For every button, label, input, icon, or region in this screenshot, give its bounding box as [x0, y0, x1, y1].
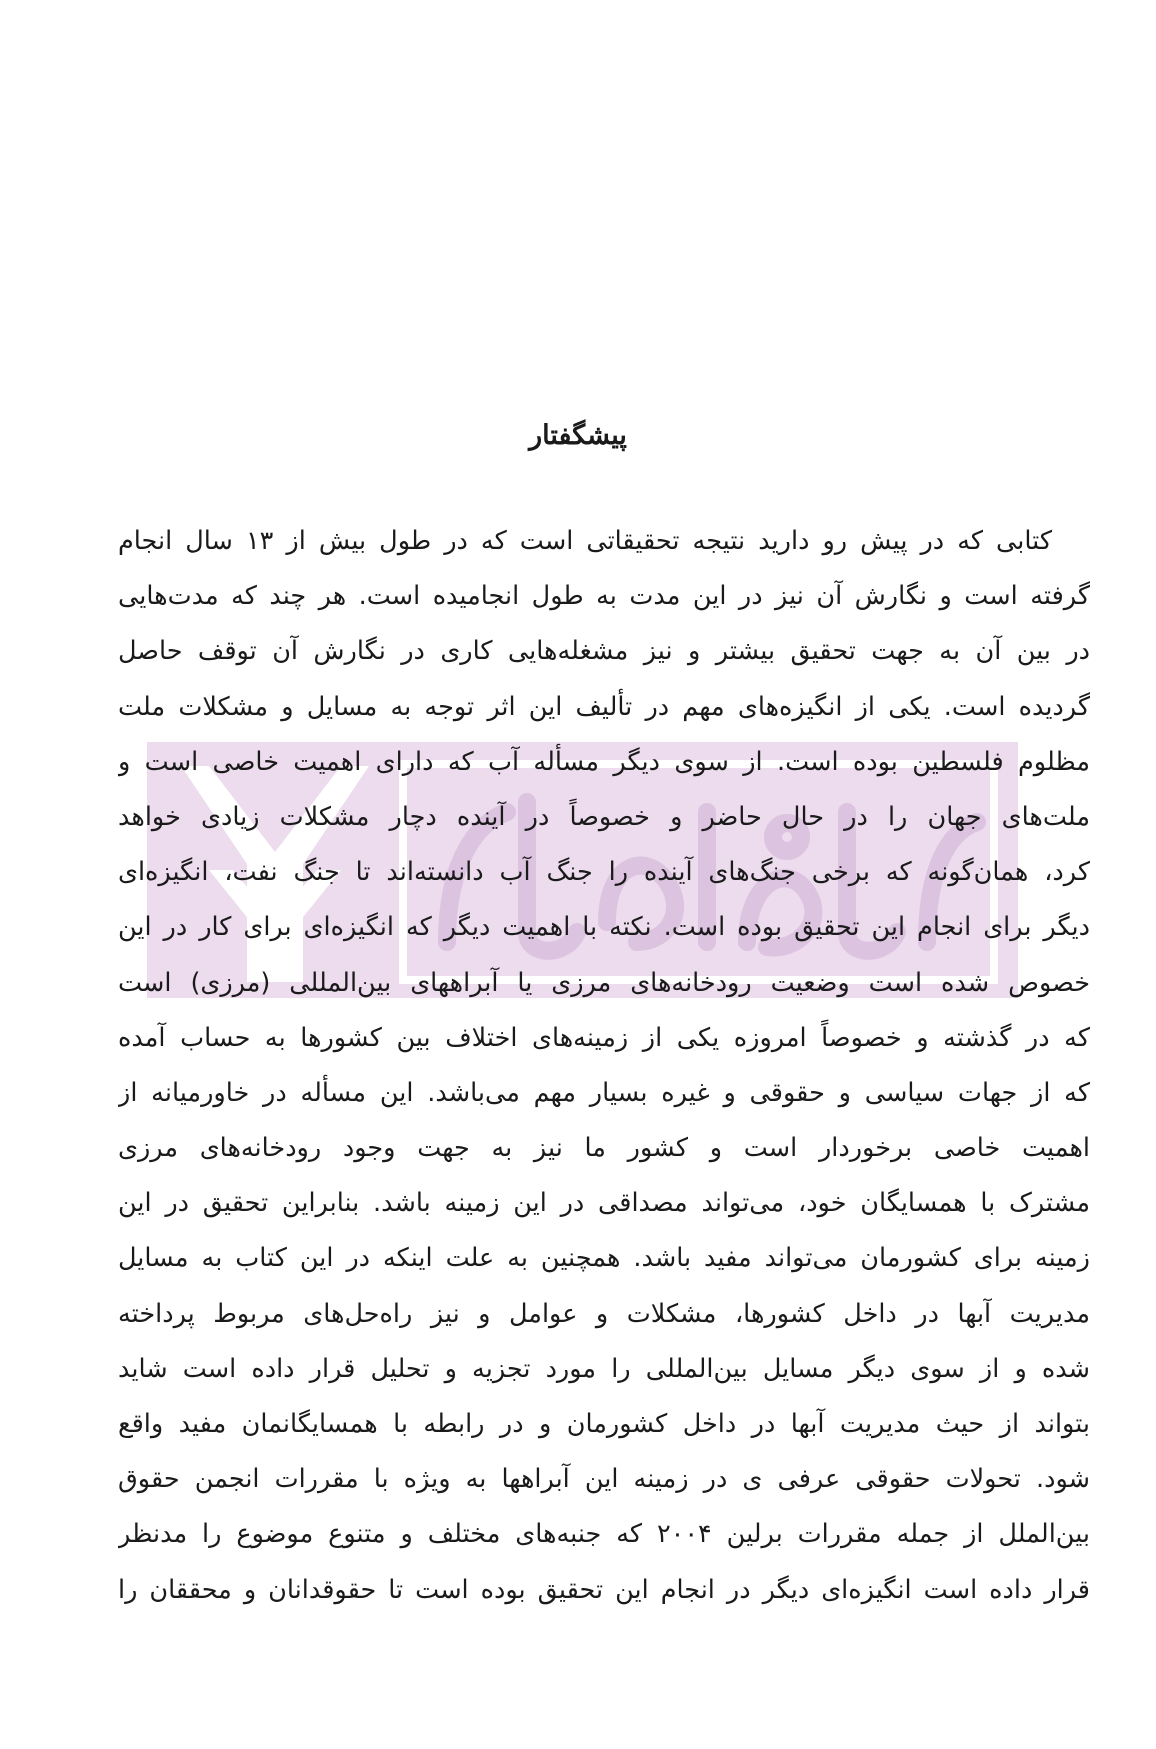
text-line: در بین آن به جهت تحقیق بیشتر و نیز مشغله‌هایی کاری در نگارش آن توقف حاصل: [118, 636, 1090, 667]
text-line: ملت‌های جهان را در حال حاضر و خصوصاً در آینده دچار مشکلات زیادی خواهد: [118, 801, 1090, 832]
text-line: مشترک با همسایگان خود، می‌تواند مصداقی در این زمینه باشد. بنابراین تحقیق در این: [118, 1188, 1090, 1219]
text-line: بتواند از حیث مدیریت آبها در داخل کشورمان و در رابطه با همسایگانمان مفید واقع: [118, 1409, 1090, 1439]
text-line: کرد، همان‌گونه که برخی جنگ‌های آینده را جنگ آب دانسته‌اند تا جنگ نفت، انگیزه‌ای: [118, 857, 1090, 888]
body-paragraph: [118, 518, 1090, 1622]
text-line: شود. تحولات حقوقی عرفی ی در زمینه این آبراهها به ویژه با مقررات انجمن حقوق: [118, 1464, 1090, 1495]
page-title: پیشگفتار: [529, 420, 627, 452]
text-line: خصوص شده است وضعیت رودخانه‌های مرزی یا آبراههای بین‌المللی (مرزی) است: [118, 967, 1090, 998]
text-line: که در گذشته و خصوصاً امروزه یکی از زمینه‌های اختلاف بین کشورها به حساب آمده: [118, 1022, 1090, 1053]
text-line: زمینه برای کشورمان می‌تواند مفید باشد. همچنین به علت اینکه در این کتاب به مسایل: [118, 1243, 1090, 1274]
text-line: گردیده است. یکی از انگیزه‌های مهم در تألیف این اثر توجه به مسایل و مشکلات ملت: [118, 691, 1090, 722]
text-line: قرار داده است انگیزه‌ای دیگر در انجام این تحقیق بوده است تا حقوقدانان و محققان را: [118, 1574, 1090, 1605]
text-line: مدیریت آبها در داخل کشورها، مشکلات و عوامل و نیز راه‌حل‌های مربوط پرداخته: [118, 1298, 1090, 1329]
text-line: بین‌الملل از جمله مقررات برلین ۲۰۰۴ که جنبه‌های مختلف و متنوع موضوع را مدنظر: [118, 1519, 1090, 1550]
text-line: که از جهات سیاسی و حقوقی و غیره بسیار مهم می‌باشد. این مسأله در خاورمیانه از: [118, 1077, 1090, 1108]
text-line: دیگر برای انجام این تحقیق بوده است. نکته با اهمیت دیگر که انگیزه‌ای برای کار در این: [118, 912, 1090, 943]
text-line: کتابی که در پیش رو دارید نتیجه تحقیقاتی است که در طول بیش از ۱۳ سال انجام: [118, 526, 1052, 556]
text-line: اهمیت خاصی برخوردار است و کشور ما نیز به جهت وجود رودخانه‌های مرزی: [118, 1133, 1090, 1164]
text-line: شده و از سوی دیگر مسایل بین‌المللی را مورد تجزیه و تحلیل قرار داده است شاید: [118, 1353, 1090, 1384]
text-line: گرفته است و نگارش آن نیز در این مدت به طول انجامیده است. هر چند که مدت‌هایی: [118, 581, 1090, 612]
text-line: مظلوم فلسطین بوده است. از سوی دیگر مسأله آب که دارای اهمیت خاصی است و: [118, 746, 1090, 777]
